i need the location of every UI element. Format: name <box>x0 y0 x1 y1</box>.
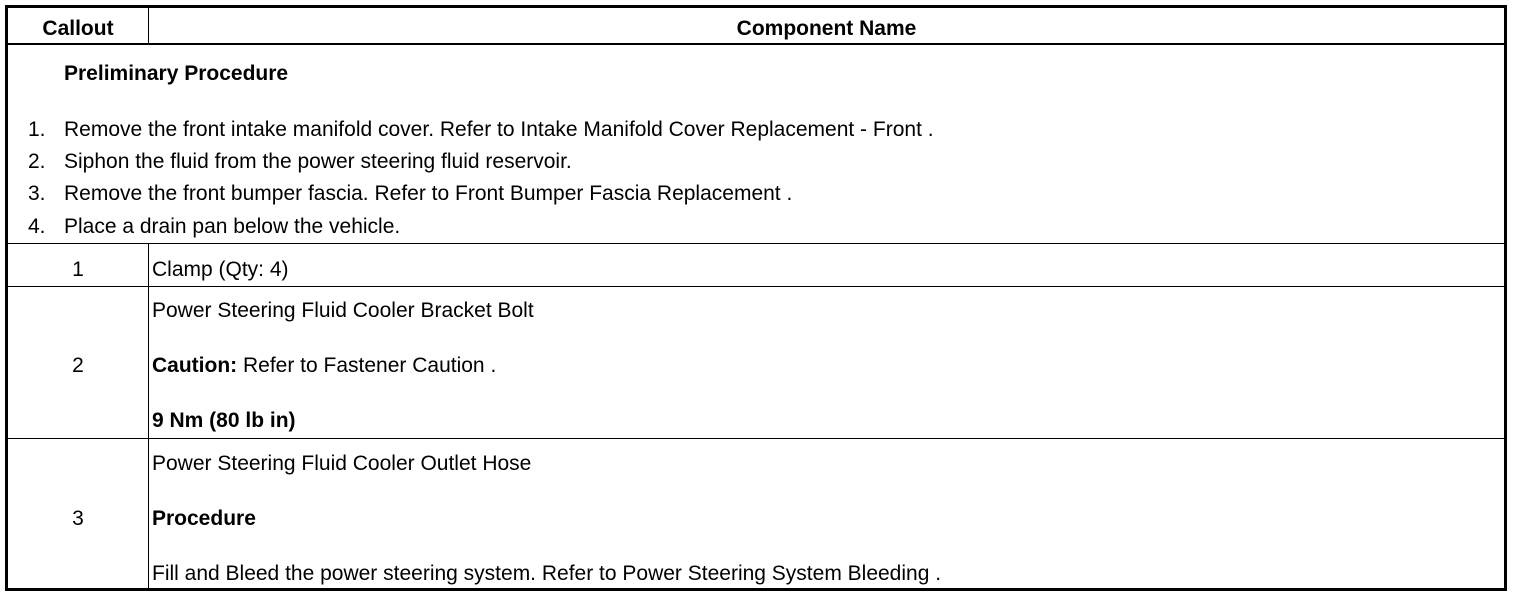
header-component-name: Component Name <box>736 17 917 40</box>
step-text: Siphon the fluid from the power steering fluid reservoir. <box>64 150 572 173</box>
step-number: 3. <box>28 182 46 205</box>
component-name: Clamp (Qty: 4) <box>152 258 289 281</box>
caution-label: Caution: <box>152 354 238 377</box>
row-divider <box>8 286 1504 287</box>
step-number: 1. <box>28 118 46 141</box>
step-number: 2. <box>28 150 46 173</box>
column-divider-body <box>148 244 149 591</box>
step-number: 4. <box>28 215 46 238</box>
row-divider <box>8 243 1504 244</box>
component-name: Power Steering Fluid Cooler Outlet Hose <box>152 452 532 475</box>
header-divider <box>8 43 1504 45</box>
procedure-title: Procedure <box>152 507 256 530</box>
step-text: Remove the front intake manifold cover. Refer to Intake Manifold Cover Replacement - Front . <box>64 118 934 141</box>
header-callout: Callout <box>42 17 114 40</box>
step-text: Remove the front bumper fascia. Refer to Front Bumper Fascia Replacement . <box>64 182 793 205</box>
torque-spec: 9 Nm (80 lb in) <box>152 409 296 432</box>
callout-number: 2 <box>72 354 84 377</box>
callout-number: 3 <box>72 507 84 530</box>
caution-note <box>152 354 496 378</box>
callout-number: 1 <box>72 258 84 281</box>
component-table <box>5 5 1507 591</box>
component-name: Power Steering Fluid Cooler Bracket Bolt <box>152 299 534 322</box>
caution-text: Refer to Fastener Caution . <box>237 354 497 377</box>
step-text: Place a drain pan below the vehicle. <box>64 215 401 238</box>
preliminary-title: Preliminary Procedure <box>64 62 289 85</box>
row-divider <box>8 438 1504 439</box>
procedure-text: Fill and Bleed the power steering system. Refer to Power Steering System Bleeding . <box>152 562 942 585</box>
